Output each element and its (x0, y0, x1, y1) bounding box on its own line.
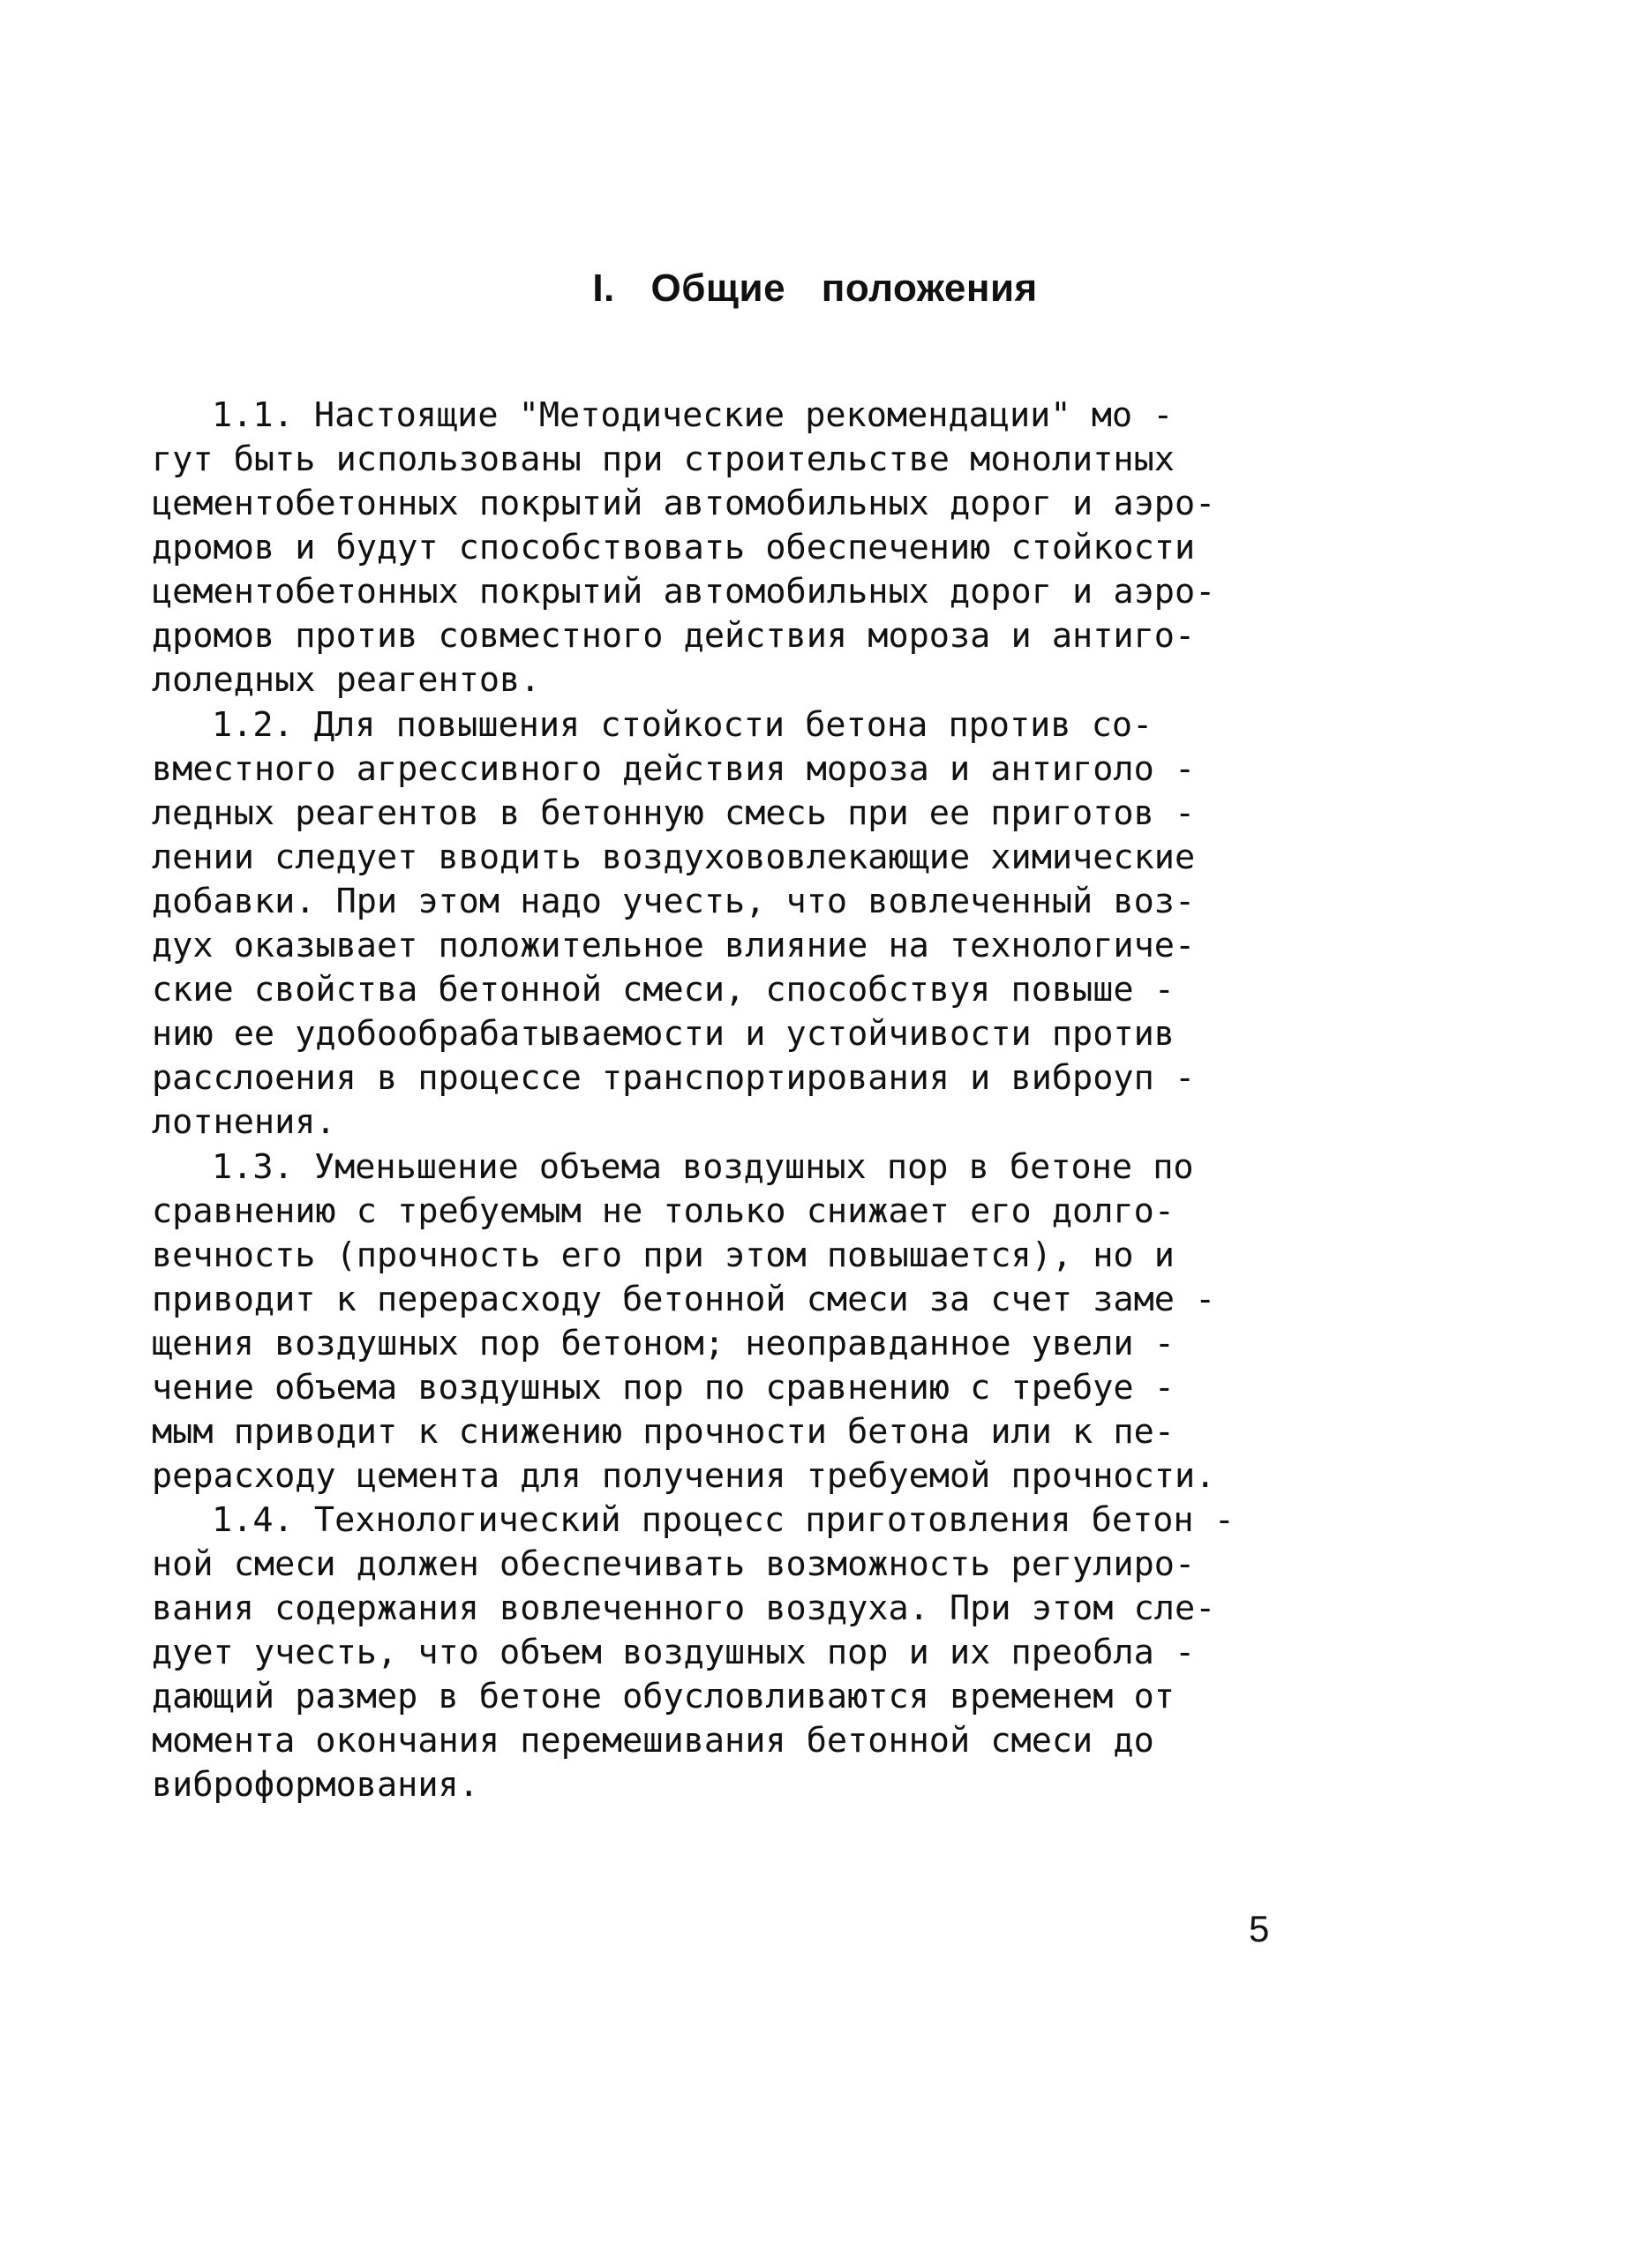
text-line: дух оказывает положительное влияние на технологиче- (152, 926, 1196, 965)
text-line: цементобетонных покрытий автомобильных дорог и аэро- (152, 572, 1216, 612)
text-line: лотнения. (152, 1102, 336, 1142)
text-line: вместного агрессивного действия мороза и антиголо - (152, 749, 1196, 789)
text-line: нию ее удобообрабатываемости и устойчивости против (152, 1014, 1175, 1054)
text-line: виброформования. (152, 1765, 479, 1805)
text-line: 1.3. Уменьшение объема воздушных пор в бетоне по (212, 1147, 1194, 1187)
text-line: дует учесть, что объем воздушных пор и их преобла - (152, 1633, 1196, 1672)
text-line: чение объема воздушных пор по сравнению с требуе - (152, 1368, 1175, 1408)
text-line: цементобетонных покрытий автомобильных дорог и аэро- (152, 484, 1216, 523)
text-line: лоледных реагентов. (152, 660, 541, 700)
text-line: 1.1. Настоящие "Методические рекомендации" мо - (212, 395, 1174, 435)
text-line: дромов и будут способствовать обеспечению стойкости (152, 528, 1196, 567)
text-line: приводит к перерасходу бетонной смеси за счет заме - (152, 1280, 1216, 1319)
text-line: вания содержания вовлеченного воздуха. При этом сле- (152, 1588, 1216, 1628)
text-line: момента окончания перемешивания бетонной смеси до (152, 1721, 1154, 1761)
text-line: добавки. При этом надо учесть, что вовлеченный воз- (152, 882, 1196, 921)
text-line: 1.2. Для повышения стойкости бетона против со- (212, 705, 1153, 745)
text-line: дромов против совместного действия мороза и антиго- (152, 616, 1196, 656)
page-number: 5 (1249, 1908, 1270, 1949)
text-line: ной смеси должен обеспечивать возможность регулиро- (152, 1544, 1196, 1584)
text-line: вечность (прочность его при этом повышается), но и (152, 1235, 1175, 1275)
text-line: сравнению с требуемым не только снижает его долго- (152, 1191, 1175, 1231)
text-line: дающий размер в бетоне обусловливаются временем от (152, 1677, 1175, 1716)
section-heading: I. Общие положения (592, 267, 1038, 310)
text-line: 1.4. Технологический процесс приготовления бетон - (212, 1500, 1235, 1540)
text-line: лении следует вводить воздухововлекающие химические (152, 837, 1196, 877)
text-line: ледных реагентов в бетонную смесь при ее приготов - (152, 793, 1196, 833)
text-line: ские свойства бетонной смеси, способствуя повыше - (152, 970, 1175, 1010)
text-line: гут быть использованы при строительстве монолитных (152, 439, 1175, 479)
text-line: рерасходу цемента для получения требуемой прочности. (152, 1456, 1216, 1496)
text-line: щения воздушных пор бетоном; неоправданное увели - (152, 1324, 1175, 1363)
text-line: расслоения в процессе транспортирования и виброуп - (152, 1058, 1196, 1098)
text-line: мым приводит к снижению прочности бетона или к пе- (152, 1412, 1175, 1452)
